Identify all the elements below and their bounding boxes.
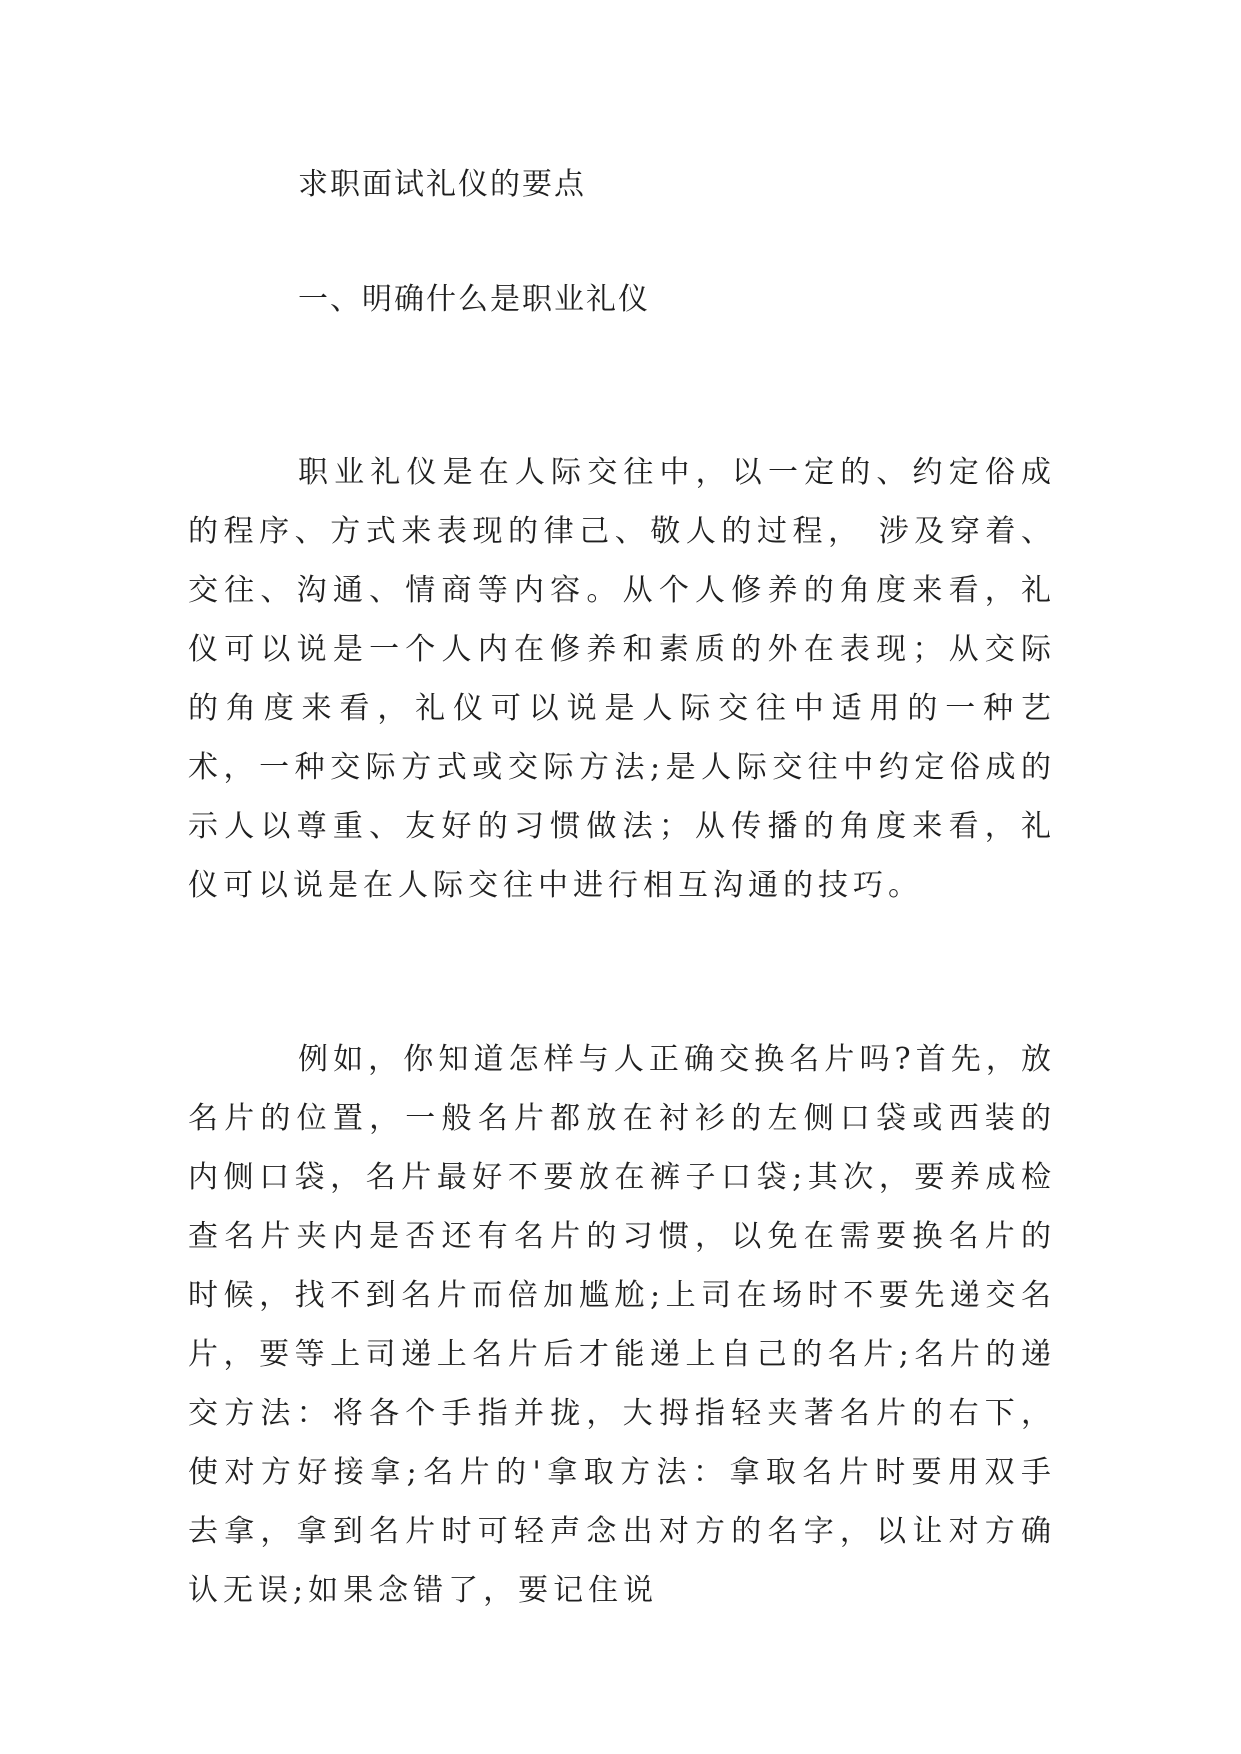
body-paragraph: 职业礼仪是在人际交往中，以一定的、约定俗成的程序、方式来表现的律己、敬人的过程， 涉及穿着、交往、沟通、情商等内容。从个人修养的角度来看，礼仪可以说是一个人内在修养和素质的外在表现；从交际的角度来看，礼仪可以说是人际交往中适用的一种艺术，一种交际方式或交际方法;是人际交往中约定俗成的示人以尊重、友好的习惯做法；从传播的角度来看，礼仪可以说是在人际交往中进行相互沟通的技巧。	[188, 455, 1056, 903]
body-paragraph: 例如，你知道怎样与人正确交换名片吗?首先，放名片的位置，一般名片都放在衬衫的左侧口袋或西装的内侧口袋，名片最好不要放在裤子口袋;其次，要养成检查名片夹内是否还有名片的习惯，以免在需要换名片的时候，找不到名片而倍加尴尬;上司在场时不要先递交名片，要等上司递上名片后才能递上自己的名片;名片的递交方法：将各个手指并拢，大拇指轻夹著名片的右下，使对方好接拿;名片的'拿取方法：拿取名片时要用双手去拿，拿到名片时可轻声念出对方的名字，以让对方确认无误;如果念错了，要记住说	[188, 1042, 1056, 1608]
section-heading: 一、明确什么是职业礼仪	[298, 282, 650, 317]
document-title: 求职面试礼仪的要点	[298, 167, 586, 202]
